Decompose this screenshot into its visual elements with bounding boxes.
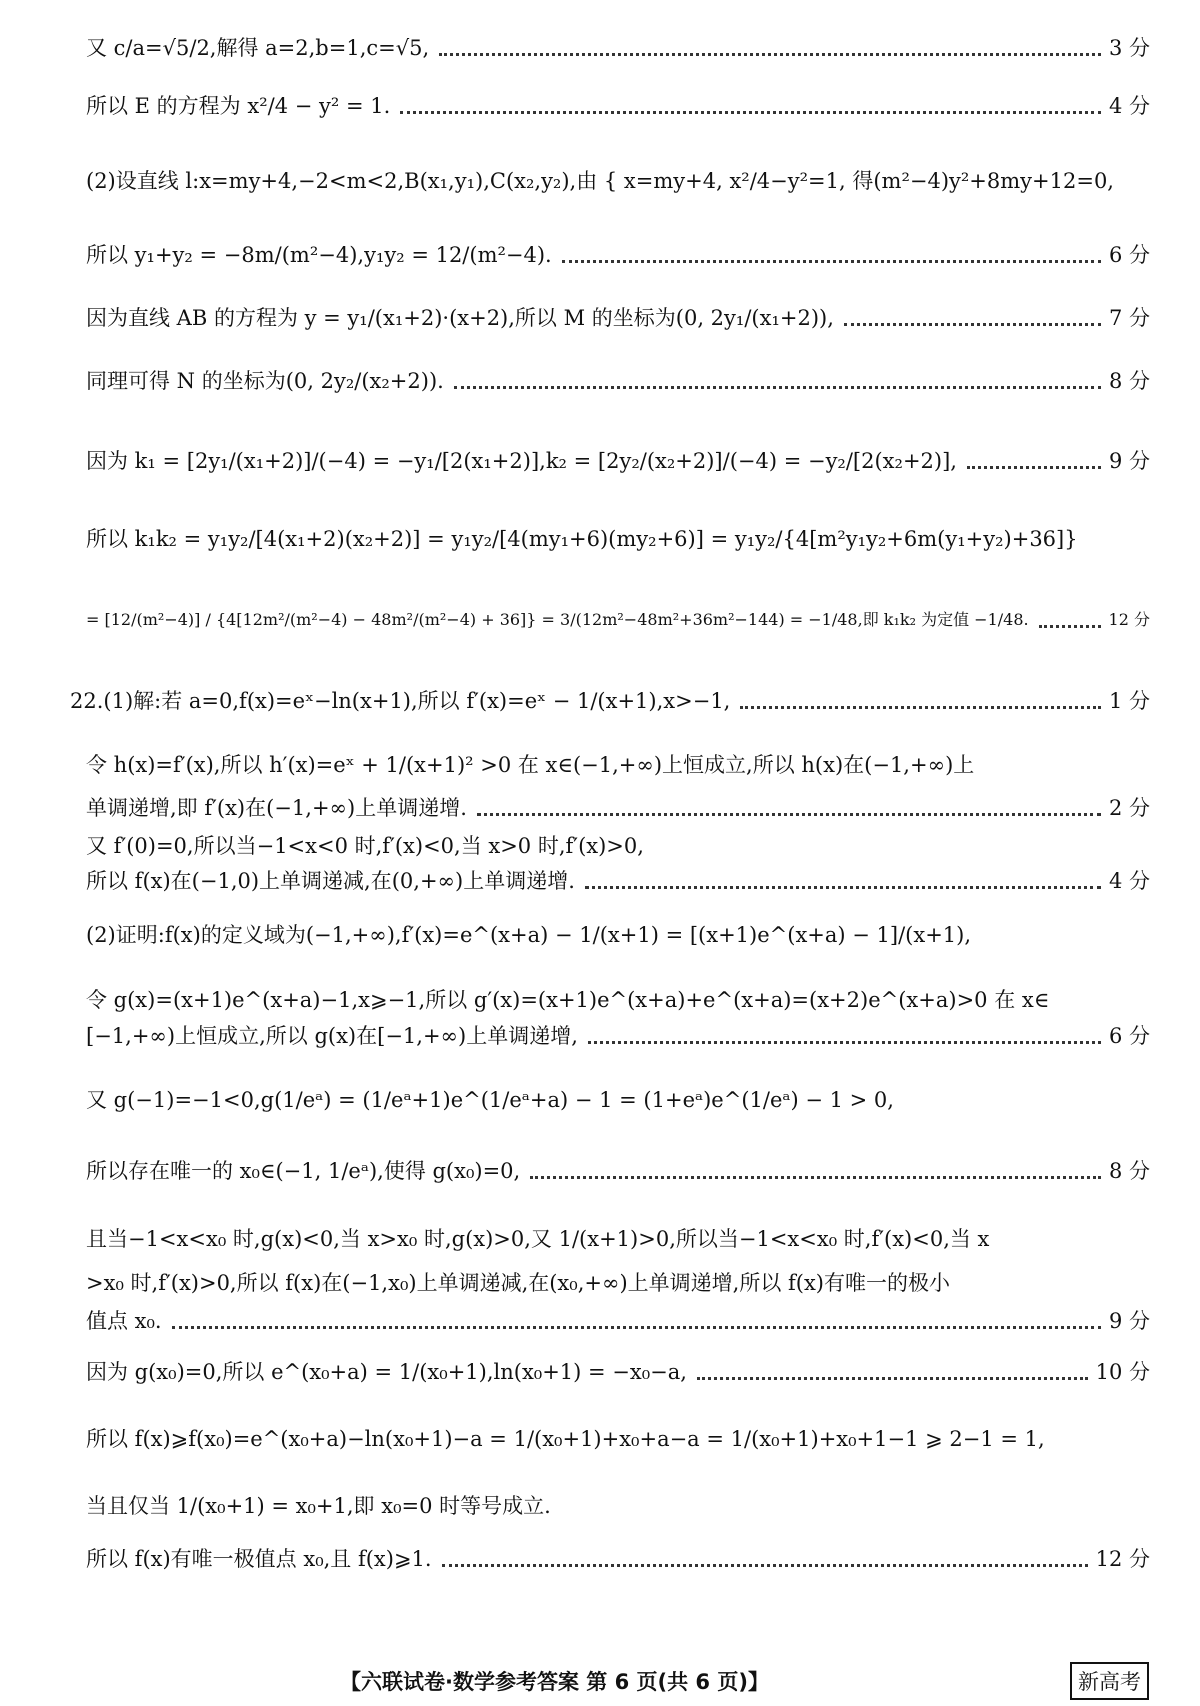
leader-dots [562,260,1101,263]
leader-dots [844,323,1101,326]
leader-dots [477,813,1101,816]
line-text: 所以 f(x)有唯一极值点 x₀,且 f(x)⩾1. [86,1547,432,1571]
score-label: 8 分 [1108,1159,1150,1183]
line-15 [86,920,1150,950]
line-08 [86,524,1150,554]
score-label: 9 分 [1108,1309,1150,1333]
line-text: 所以 E 的方程为 x²/4 − y² = 1. [86,94,391,118]
leader-dots [740,706,1101,709]
score-label: 9 分 [1108,449,1150,473]
score-label: 7 分 [1108,306,1150,330]
line-05 [86,303,1150,333]
line-text: 22.(1)解:若 a=0,f(x)=eˣ−ln(x+1),所以 f′(x)=eˣ − 1/(x+1),x>−1, [70,689,731,713]
line-text: 令 g(x)=(x+1)e^(x+a)−1,x⩾−1,所以 g′(x)=(x+1)e^(x+a)+e^(x+a)=(x+2)e^(x+a)>0 在 x∈ [86,988,1050,1012]
line-text: 因为 k₁ = [2y₁/(x₁+2)]/(−4) = −y₁/[2(x₁+2)],k₂ = [2y₂/(x₂+2)]/(−4) = −y₂/[2(x₂+2)], [86,449,957,473]
line-02 [86,91,1150,121]
footer-title: 【六联试卷·数学参考答案 第 6 页(共 6 页)】 [340,1670,769,1694]
line-06 [86,366,1150,396]
line-text: 当且仅当 1/(x₀+1) = x₀+1,即 x₀=0 时等号成立. [86,1494,551,1518]
line-text: 且当−1<x<x₀ 时,g(x)<0,当 x>x₀ 时,g(x)>0,又 1/(x+1)>0,所以当−1<x<x₀ 时,f′(x)<0,当 x [86,1227,990,1251]
leader-dots [1039,625,1101,628]
line-text: 所以 f(x)在(−1,0)上单调递减,在(0,+∞)上单调递增. [86,869,575,893]
line-text: 令 h(x)=f′(x),所以 h′(x)=eˣ + 1/(x+1)² >0 在 x∈(−1,+∞)上恒成立,所以 h(x)在(−1,+∞)上 [86,753,975,777]
line-16 [86,985,1150,1015]
line-text: 所以存在唯一的 x₀∈(−1, 1/eᵃ),使得 g(x₀)=0, [86,1159,521,1183]
leader-dots [400,111,1101,114]
score-label: 4 分 [1108,869,1150,893]
line-19 [86,1156,1150,1186]
line-text: 单调递增,即 f′(x)在(−1,+∞)上单调递增. [86,796,467,820]
leader-dots [439,53,1101,56]
line-text: 值点 x₀. [86,1309,162,1333]
score-label: 6 分 [1108,1024,1150,1048]
line-text: 所以 y₁+y₂ = −8m/(m²−4),y₁y₂ = 12/(m²−4). [86,243,552,267]
line-text: (2)证明:f(x)的定义域为(−1,+∞),f′(x)=e^(x+a) − 1/(x+1) = [(x+1)e^(x+a) − 1]/(x+1), [86,923,972,947]
line-20 [86,1224,1150,1254]
leader-dots [442,1564,1088,1567]
page-footer [0,1660,1200,1700]
line-13 [86,831,1150,861]
score-label: 12 分 [1108,610,1150,629]
line-text: 又 g(−1)=−1<0,g(1/eᵃ) = (1/eᵃ+1)e^(1/eᵃ+a) − 1 = (1+eᵃ)e^(1/eᵃ) − 1 > 0, [86,1088,894,1112]
line-23 [86,1357,1150,1387]
line-text: 因为直线 AB 的方程为 y = y₁/(x₁+2)·(x+2),所以 M 的坐标为(0, 2y₁/(x₁+2)), [86,306,834,330]
line-11 [86,750,1150,780]
line-07 [86,446,1150,476]
line-01 [86,33,1150,63]
leader-dots [697,1377,1088,1380]
line-text: (2)设直线 l:x=my+4,−2<m<2,B(x₁,y₁),C(x₂,y₂),由 { x=my+4, x²/4−y²=1, 得(m²−4)y²+8my+12=0, [86,169,1114,193]
line-text: 又 c/a=√5/2,解得 a=2,b=1,c=√5, [86,36,430,60]
leader-dots [454,386,1101,389]
score-label: 1 分 [1108,689,1150,713]
line-text: 因为 g(x₀)=0,所以 e^(x₀+a) = 1/(x₀+1),ln(x₀+1) = −x₀−a, [86,1360,687,1384]
line-09 [86,605,1150,635]
exam-type-badge: 新高考 [1070,1662,1149,1700]
score-label: 12 分 [1095,1547,1150,1571]
score-label: 3 分 [1108,36,1150,60]
line-17 [86,1021,1150,1051]
line-18 [86,1085,1150,1115]
line-22 [86,1306,1150,1336]
line-25 [86,1491,1150,1521]
line-12 [86,793,1150,823]
line-14 [86,866,1150,896]
line-03 [86,166,1150,196]
leader-dots [530,1176,1101,1179]
score-label: 2 分 [1108,796,1150,820]
score-label: 10 分 [1095,1360,1150,1384]
line-text: 所以 k₁k₂ = y₁y₂/[4(x₁+2)(x₂+2)] = y₁y₂/[4(my₁+6)(my₂+6)] = y₁y₂/{4[m²y₁y₂+6m(y₁+y₂)+36]} [86,527,1078,551]
score-label: 4 分 [1108,94,1150,118]
score-label: 8 分 [1108,369,1150,393]
leader-dots [172,1326,1101,1329]
score-label: 6 分 [1108,243,1150,267]
line-text: 所以 f(x)⩾f(x₀)=e^(x₀+a)−ln(x₀+1)−a = 1/(x₀+1)+x₀+a−a = 1/(x₀+1)+x₀+1−1 ⩾ 2−1 = 1, [86,1427,1045,1451]
line-21 [86,1268,1150,1298]
line-26 [86,1544,1150,1574]
line-04 [86,240,1150,270]
line-text: 同理可得 N 的坐标为(0, 2y₂/(x₂+2)). [86,369,444,393]
line-text: [−1,+∞)上恒成立,所以 g(x)在[−1,+∞)上单调递增, [86,1024,578,1048]
line-text: = [12/(m²−4)] / {4[12m²/(m²−4) − 48m²/(m²−4) + 36]} = 3/(12m²−48m²+36m²−144) = −1/48,即 k₁k₂ 为定值 −1/48. [86,610,1029,629]
line-text: >x₀ 时,f′(x)>0,所以 f(x)在(−1,x₀)上单调递减,在(x₀,+∞)上单调递增,所以 f(x)有唯一的极小 [86,1271,951,1295]
leader-dots [967,466,1101,469]
line-text: 又 f′(0)=0,所以当−1<x<0 时,f′(x)<0,当 x>0 时,f′(x)>0, [86,834,644,858]
line-10 [70,686,1150,716]
leader-dots [588,1041,1101,1044]
line-24 [86,1424,1150,1454]
leader-dots [585,886,1101,889]
